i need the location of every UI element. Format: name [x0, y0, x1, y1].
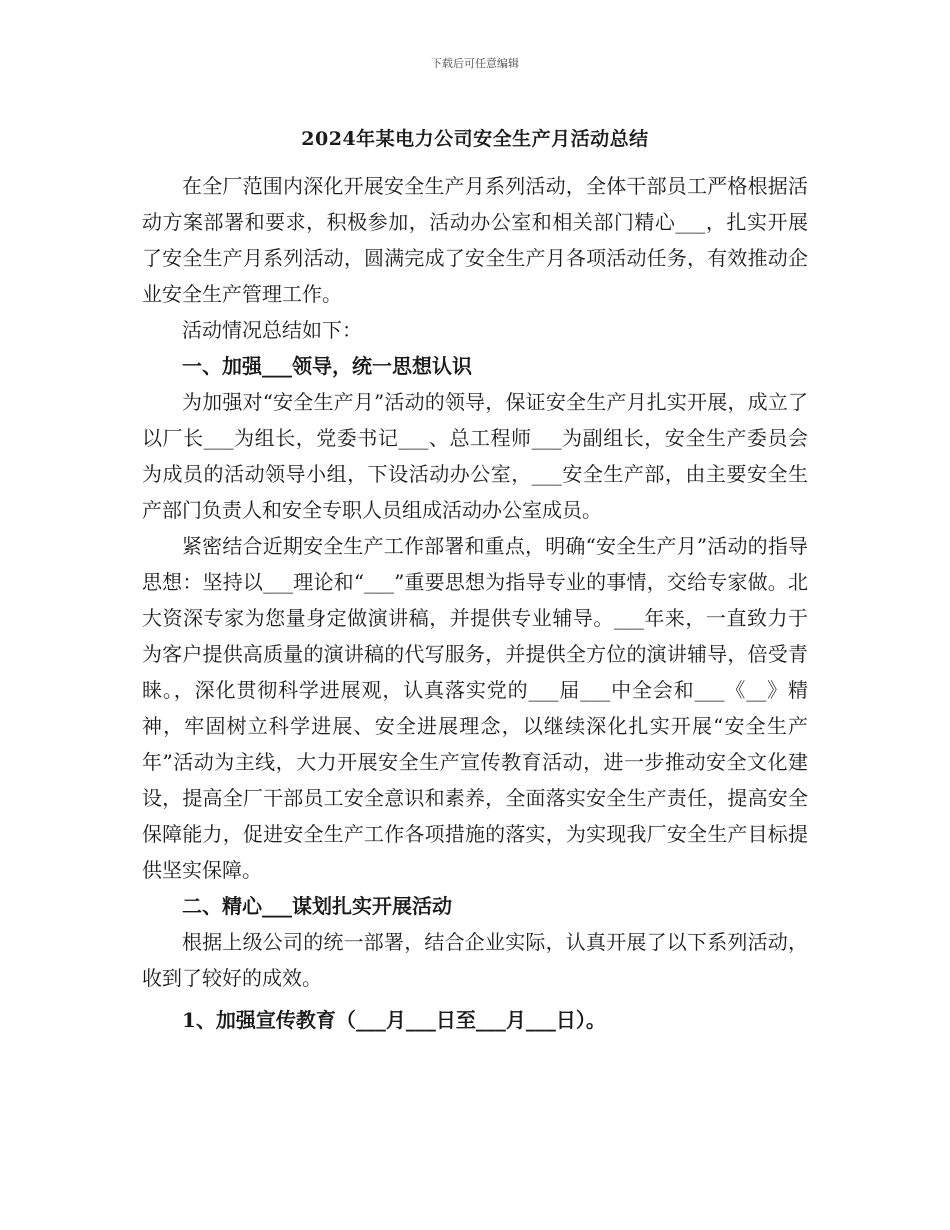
header-note: 下载后可任意编辑	[431, 57, 519, 70]
section-heading-1: 一、加强___领导，统一思想认识	[182, 354, 472, 378]
paragraph-summary-lead: 活动情况总结如下：	[182, 318, 362, 342]
paragraph-guiding-thought: 紧密结合近期安全生产工作部署和重点，明确“安全生产月”活动的指导思想：坚持以___理论和“___”重要思想为指导专业的事情，交给专家做。北大资深专家为您量身定做演讲稿，并提供专业辅导。___年来，一直致力于为客户提供高质量的演讲稿的代写服务，并提供全方位的演讲辅导，倍受青睐。，深化贯彻科学进展观，认真落实党的___届___中全会和___《__》精神，牢固树立科学进展、安全进展理念，以继续深化扎实开展“安全生产年”活动为主线，大力开展安全生产宣传教育活动，进一步推动安全文化建设，提高全厂干部员工安全意识和素养，全面落实安全生产责任，提高安全保障能力，促进安全生产工作各项措施的落实，为实现我厂安全生产目标提供坚实保障。	[142, 534, 808, 882]
paragraph-intro: 在全厂范围内深化开展安全生产月系列活动，全体干部员工严格根据活动方案部署和要求，积极参加，活动办公室和相关部门精心___，扎实开展了安全生产月系列活动，圆满完成了安全生产月各项活动任务，有效推动企业安全生产管理工作。	[142, 174, 808, 306]
subsection-heading-1: 1、加强宣传教育（___月___日至___月___日）。	[182, 1008, 606, 1032]
paragraph-deployment: 根据上级公司的统一部署，结合企业实际，认真开展了以下系列活动，收到了较好的成效。	[142, 930, 808, 990]
document-body	[142, 168, 808, 1038]
paragraph-leadership: 为加强对“安全生产月”活动的领导，保证安全生产月扎实开展，成立了以厂长___为组长，党委书记___、总工程师___为副组长，安全生产委员会为成员的活动领导小组，下设活动办公室，___安全生产部，由主要安全生产部门负责人和安全专职人员组成活动办公室成员。	[142, 390, 808, 522]
document-title: 2024年某电力公司安全生产月活动总结	[301, 128, 649, 150]
section-heading-2: 二、精心___谋划扎实开展活动	[182, 894, 452, 918]
